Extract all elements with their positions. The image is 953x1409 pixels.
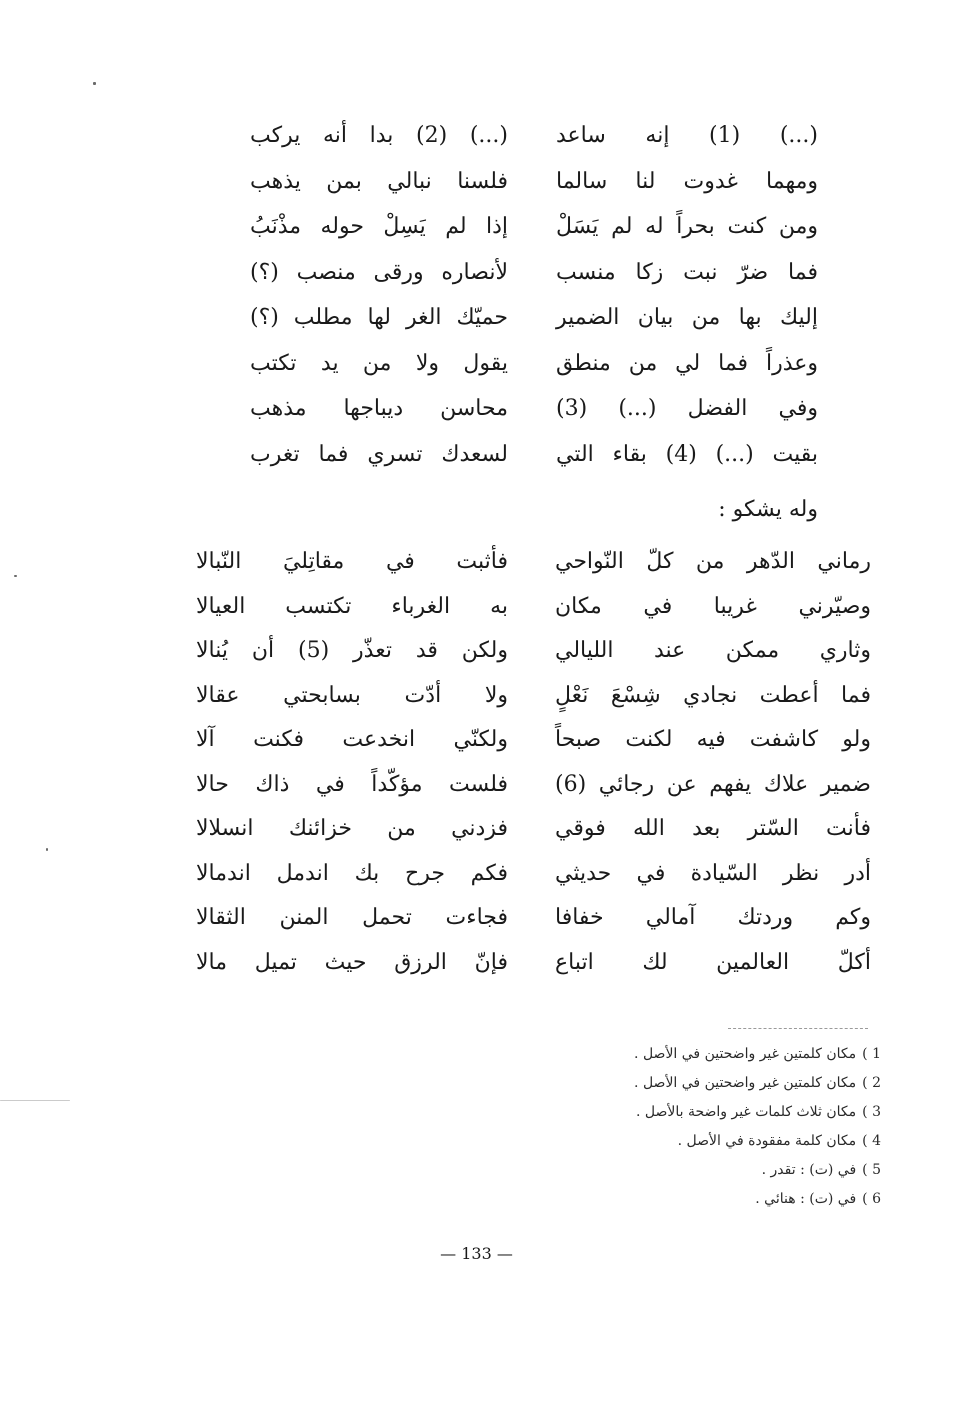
scan-speck (93, 82, 96, 85)
verse-first-hemistich: فما ضرّ نبت زكا منسب (556, 259, 818, 285)
footnote-number: 4 ) (862, 1133, 881, 1149)
poem-first (0, 120, 953, 484)
scan-speck (14, 575, 17, 577)
footnote-divider (728, 1028, 868, 1029)
verse-row (0, 439, 953, 485)
verse-row (0, 211, 953, 257)
verse-second-hemistich: فجاءت تحمل المنن الثقالا (196, 905, 508, 930)
footnote-number: 6 ) (862, 1191, 881, 1207)
verse-second-hemistich: حميّك الغر لها مطلب (؟) (250, 305, 508, 330)
footnotes (634, 1040, 881, 1214)
verse-row (0, 393, 953, 439)
footnote-text: في (ت) : هنائي . (755, 1191, 857, 1207)
footnote-text: مكان ثلاث كلمات غير واضحة بالأصل . (635, 1104, 857, 1120)
verse-first-hemistich: وعذراً فما لي من منطق (556, 350, 818, 376)
verse-second-hemistich: فزدني من خزائنك انسلالا (196, 816, 508, 841)
verse-first-hemistich: ومهما غدوت لنا سالما (556, 168, 818, 194)
poem-second (0, 546, 953, 991)
verse-second-hemistich: لسعدك تسري فما تغرب (250, 441, 508, 467)
scan-speck (0, 1100, 70, 1101)
verse-second-hemistich: ولكنّي انخدعت فكنت آلا (196, 727, 508, 752)
footnote (634, 1098, 881, 1127)
footnote (634, 1040, 881, 1069)
footnote-text: مكان كلمتين غير واضحتين في الأصل . (634, 1046, 857, 1062)
verse-row (0, 724, 953, 769)
verse-second-hemistich: فلسنا نبالي بمن يذهب (250, 168, 508, 194)
verse-first-hemistich: أدر نظر السّيادة في حديثي (555, 860, 871, 886)
verse-second-hemistich: ولكن قد تعذّر (5) أن يُنالا (196, 638, 508, 663)
verse-second-hemistich: فلست مؤكّداً في ذاك حالا (196, 771, 508, 797)
verse-row (0, 546, 953, 591)
verse-row (0, 902, 953, 947)
verse-row (0, 680, 953, 725)
footnote-number: 5 ) (862, 1162, 881, 1178)
verse-second-hemistich: فإنّ الرزق حيث تميل مالا (196, 949, 508, 975)
verse-first-hemistich: (...) (1) إنه ساعد (556, 123, 818, 148)
footnote-text: مكان كلمتين غير واضحتين في الأصل . (634, 1075, 857, 1091)
verse-row (0, 591, 953, 636)
footnote-number: 1 ) (862, 1046, 881, 1062)
verse-first-hemistich: رماني الدّهر من كلّ النّواحي (555, 549, 871, 574)
footnote (634, 1156, 881, 1185)
verse-first-hemistich: بقيت (...) (4) بقاء التي (556, 441, 818, 467)
verse-first-hemistich: وكم وردتك آمالي خفافا (555, 905, 871, 930)
scan-speck (46, 848, 48, 851)
verse-second-hemistich: يقول ولا من يد تكتب (250, 350, 508, 376)
footnote-text: مكان كلمة مفقودة في الأصل . (677, 1133, 857, 1149)
verse-first-hemistich: فما أعطت نجادي شِسْعَ نَعْلٍ (555, 682, 871, 708)
verse-row (0, 166, 953, 212)
verse-row (0, 302, 953, 348)
footnote (634, 1185, 881, 1214)
verse-second-hemistich: فأثبت في مقاتِليَ النّبالا (196, 549, 508, 574)
verse-row (0, 120, 953, 166)
verse-first-hemistich: وصيّرني غريبا في مكان (555, 593, 871, 619)
verse-second-hemistich: فكم جرح بك اندمل اندمالا (196, 860, 508, 886)
verse-second-hemistich: لأنصاره ورقى منصب (؟) (250, 259, 508, 285)
footnote (634, 1069, 881, 1098)
verse-first-hemistich: إليك بها من بيان الضمير (556, 305, 818, 330)
footnote (634, 1127, 881, 1156)
footnote-number: 2 ) (862, 1075, 881, 1091)
page-number: — 133 — (440, 1244, 513, 1263)
verse-first-hemistich: ضمير علاك يفهم عن رجائي (6) (555, 771, 871, 797)
verse-row (0, 257, 953, 303)
verse-second-hemistich: (...) (2) بدا أنه يركب (250, 123, 508, 148)
section-heading: وله يشكو : (718, 497, 818, 522)
verse-first-hemistich: ولو كاشفت فيه لكنت صبحاً (555, 727, 871, 752)
verse-first-hemistich: ومن كنت بحراً له لم يَسَلْ (556, 214, 818, 239)
verse-row (0, 813, 953, 858)
verse-second-hemistich: ولا أدّت بسابحتي عقالا (196, 682, 508, 708)
footnote-text: في (ت) : تقدر . (761, 1162, 857, 1178)
verse-first-hemistich: وثاري ممكن عند الليالي (555, 638, 871, 663)
verse-row (0, 947, 953, 992)
verse-second-hemistich: إذا لم يَسِلْ حوله مذْنَبُ (250, 214, 508, 239)
verse-row (0, 769, 953, 814)
verse-first-hemistich: أكلّ العالمين لك اتباع (555, 949, 871, 975)
verse-row (0, 858, 953, 903)
verse-second-hemistich: محاسن ديباجها مذهب (250, 396, 508, 421)
verse-second-hemistich: به الغرباء تكتسب العيالا (196, 593, 508, 619)
verse-first-hemistich: فأنت السّتر بعد الله فوقي (555, 816, 871, 841)
footnote-number: 3 ) (862, 1104, 881, 1120)
verse-first-hemistich: وفي الفضل (...) (3) (556, 396, 818, 421)
verse-row (0, 635, 953, 680)
verse-row (0, 348, 953, 394)
